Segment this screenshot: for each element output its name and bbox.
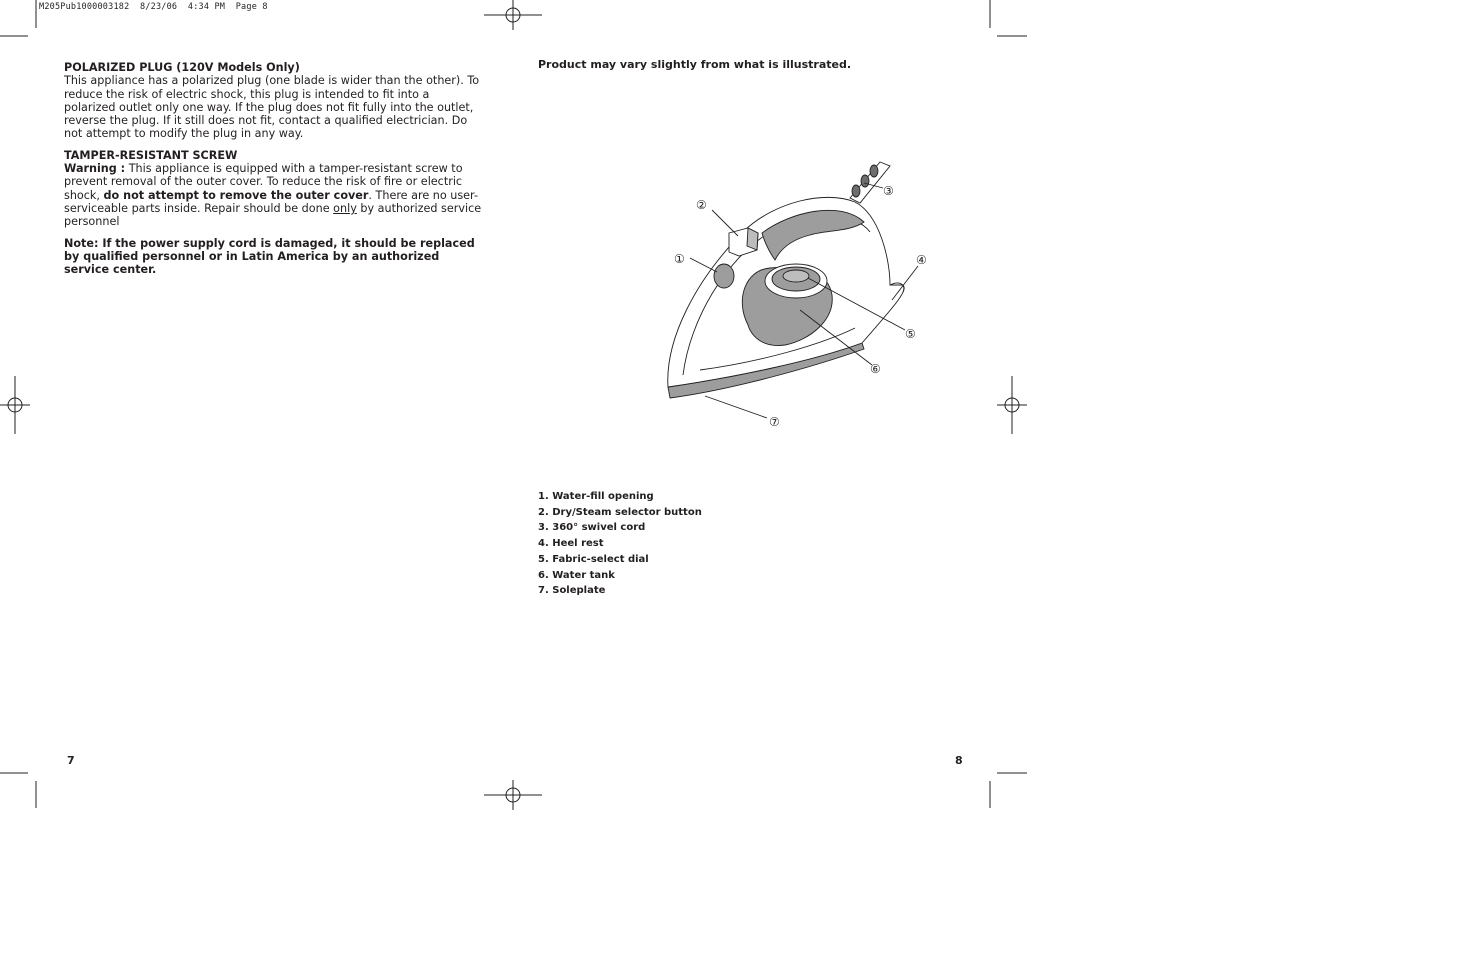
page-number-right: 8 [955,754,963,767]
parts-list [538,489,702,599]
list-item: 1. Water-fill opening [538,491,654,502]
cord-note: Note: If the power supply cord is damaged, it should be replaced by qualified personnel or in Latin America by an authorized service center. [64,236,475,277]
tamper-screw-section [64,149,484,229]
list-item: 2. Dry/Steam selector button [538,506,702,518]
tamper-screw-heading: TAMPER-RESISTANT SCREW [64,148,238,162]
warning-text-3: by authorized service personnel [64,201,482,229]
warning-bold: do not attempt to remove the outer cover [103,188,369,202]
callout-5: ⑤ [905,327,916,341]
product-disclaimer: Product may vary slightly from what is illustrated. [538,58,852,71]
list-item: 7. Soleplate [538,585,606,597]
list-item: 4. Heel rest [538,538,604,550]
callout-6: ⑥ [870,362,881,376]
warning-underline: only [333,201,357,215]
warning-text-2: . There are no user-serviceable parts inside. Repair should be done [64,188,478,215]
callout-2: ② [696,198,707,212]
callout-4: ④ [916,253,927,267]
warning-label: Warning : [64,162,126,176]
callout-7: ⑦ [769,415,780,429]
list-item: 5. Fabric-select dial [538,553,649,565]
callout-1: ① [674,252,685,266]
polarized-plug-section [64,61,484,141]
polarized-plug-heading: POLARIZED PLUG (120V Models Only) [64,61,300,74]
safety-column [64,61,484,284]
list-item: 3. 360° swivel cord [538,522,646,534]
page-number-left: 7 [67,754,75,767]
list-item: 6. Water tank [538,569,615,581]
warning-text-1: This appliance is equipped with a tamper-resistant screw to prevent removal of the outer cover. To reduce the risk of fire or electric shock, [64,162,463,202]
iron-illustration [650,140,950,440]
print-slug: M205Pub1000003182 8/23/06 4:34 PM Page 8 [39,2,268,12]
polarized-plug-body: This appliance has a polarized plug (one blade is wider than the other). To reduce the risk of electric shock, this plug is intended to fit into a polarized outlet only one way. If the plug does not fit fully into the outlet, reverse the plug. If it still does not fit, contact a qualified electrician. Do not attempt to modify the plug in any way. [64,74,480,141]
callout-3: ③ [883,184,894,198]
